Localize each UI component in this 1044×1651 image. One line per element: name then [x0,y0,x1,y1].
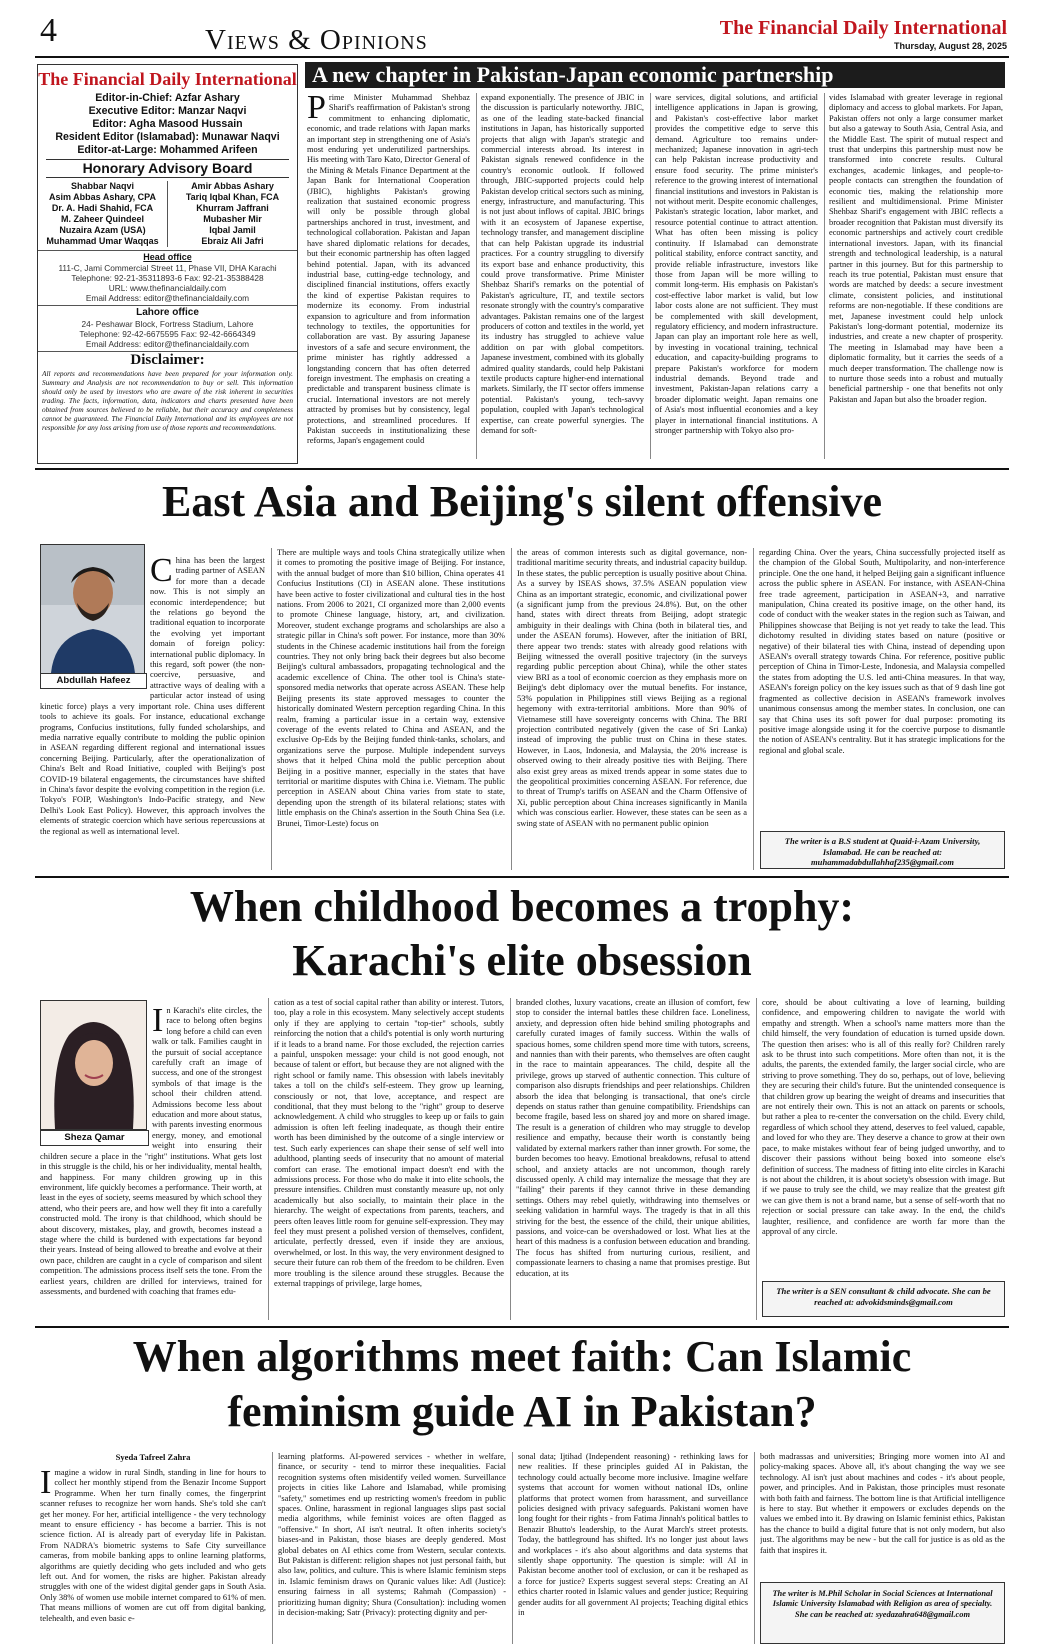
article4-col-2: learning platforms. AI-powered services - whether in welfare, finance, or security - tend to mirror these inequalities. Facial recognition systems often misidentify veiled women. Surveillance projects in cities like Lahore and Islamabad, while promising "safety," sometimes end up restricting women's freedom in public spaces. Online, harassment in regional languages slips past social media algorithms, while feminist voices are often flagged as "offensive." In short, AI isn't neutral. It often inherits society's biases-and in Pakistan, those biases are deeply gendered. Most global debates on AI ethics come from Western, secular contexts. But Pakistan is different: religion shapes not just personal faith, but also law, politics, and culture. This is where Islamic feminism steps in. Islamic feminism draws on Quranic values like: Adl (Justice): ensuring fairness in all systems; Rahmah (Compassion) - prioritizing human dignity; Shura (Consultation): including women in decision-making; Satr (Privacy): protecting dignity and per- [278,1452,506,1618]
article4-title-line2: feminism guide AI in Pakistan? [227,1387,817,1436]
article4-text: magine a widow in rural Sindh, standing in line for hours to collect her monthly stipend from the Benazir Income Support Programme. When her turn finally comes, the fingerprint scanner refuses to recognize her worn hands. She's told she can't get her money. For her, artificial intelligence - the very technology meant to ensure efficiency - has become a barrier. This is not science fiction. AI is already part of everyday life in Pakistan. From NADRA's biometric systems to Safe City surveillance cameras, from mobile banking apps to online learning platforms, algorithms are quietly deciding who gets included and who gets left out. And for women, the risks are higher. Pakistan already struggles with one of the widest digital gender gaps in South Asia. Only 38% of women use mobile internet compared to 61% of men. That means millions of women are cut off from digital banking, telehealth, and even basic e- [40,1468,266,1623]
advisor-name: Tariq Iqbal Khan, FCA [185,192,280,202]
advisor-name: Amir Abbas Ashary [191,181,274,191]
editor-line: Editor-in-Chief: Azfar Ashary [95,92,240,104]
article4-col-4: both madrassas and universities; Bringing more women into AI and policy-making spaces. Above all, it's about changing the way we see technology. AI isn't just about machines and codes - it's about people, power, and principles. And in Pakistan, those principles must resonate with both faith and fairness. The bottom line is that Artificial intelligence is here to stay. But whether it empowers or excludes depends on the values we embed into it. By drawing on Islamic feminist ethics, Pakistan has the chance to build a digital future that is not only modern, but also just. The algorithms may be new - but the call for justice is as old as the faith that inspires it. [760,1452,1005,1555]
article2-author-bio: The writer is a B.S student at Quaid-i-Azam University, Islamabad. He can be reached at: muhammadabdullahhaf235@gmail.com [760,831,1005,869]
article3-col-2: cation as a test of social capital rather than ability or interest. Tutors, too, play a role in this ecosystem. Many selectively accept students only if they are applying to certain "top-tier" schools, subtly reinforcing the notion that a child's potential is only worth nurturing if it leads to a brand name. For those excluded, the rejection carries a painful, unspoken message: your child is not good enough, not because of talent or effort, but because they are not aligned with the right school or family name. This obsession with labels inevitably takes a toll on the child's self-esteem. They grow up learning, consciously or not, that love, acceptance, and respect are conditional, that they must belong to the "right" group to deserve acknowledgement. A child who struggles to keep up or fails to gain admission is often left feeling inadequate, as though their entire worth has been diminished by the outcome of a single interview or test. Such early experiences can shape their sense of self well into adulthood, planting seeds of insecurity that no amount of material comfort can erase. The emotional impact doesn't end with the admissions process. For those who do make it into elite schools, the pressure intensifies. Children must constantly measure up, not only academically but also socially, to maintain their place in the hierarchy. The weight of expectations from parents, teachers, and peers often leaves little room for genuine self-expression. They may feel they must present a polished version of themselves, confident, articulate, perfectly dressed, even if inside they are anxious, overwhelmed, or lost. In this way, the very environment designed to secure their future can rob them of the freedom to be children. Even more troubling is the silence around these struggles. Because the external trappings of privilege, large homes, [274,998,504,1288]
article2-title: East Asia and Beijing's silent offensive [162,477,882,526]
article3-col-1 [40,1006,262,1320]
article1-col-2: expand exponentially. The presence of JBIC in the discussion is particularly noteworthy. JBIC, as one of the leading state-backed financial institutions in Japan, has historically supported projects that align with Japan's strategic and commercial interests abroad. Its interest in Pakistan signals renewed confidence in the country's economic outlook. If followed through, JBIC-supported projects could help Pakistan develop critical sectors such as mining, energy, infrastructure, and manufacturing. This is not just about inflows of capital. JBIC brings with it an ecosystem of Japanese expertise, technology transfer, and management discipline that can help Pakistan upgrade its industrial practices. For a country struggling to diversify its export base and enhance productivity, this could prove transformative. Prime Minister Shehbaz Sharif's remarks on the potential of Pakistan's agriculture, IT, and textile sectors resonate strongly with the country's comparative advantages. Pakistan remains one of the largest producers of cotton and textiles in the world, yet its industry has struggled to achieve value addition on par with global competitors. Japanese investment, combined with its globally admired quality standards, could help Pakistani textile products capture higher-end international markets. Similarly, the IT sector offers immense potential. Pakistan's young, tech-savvy population, coupled with Japan's technological expertise, can create powerful synergies. The demand for soft- [481,93,644,435]
article3-title-line2: Karachi's elite obsession [292,936,752,985]
advisor-name: M. Zaheer Quindeel [60,214,145,224]
head-office-title: Head office [38,250,297,263]
advisor-name: Asim Abbas Ashary, CPA [48,192,157,202]
advisor-name: Nuzaira Azam (USA) [59,225,146,235]
advisory-board [38,181,297,247]
article3-author-name: Sheza Qamar [40,1130,149,1146]
section-title: Views & Opinions [205,24,428,56]
disclaimer-title: Disclaimer: [38,351,297,369]
advisor-name: Muhammad Umar Waqqas [46,236,159,246]
article4-title-line1: When algorithms meet faith: Can Islamic [132,1332,912,1381]
article4-dropcap: I [40,1468,52,1501]
article4-col-1 [40,1468,266,1644]
article2-col-4: regarding China. Over the years, China successfully projected itself as the champion of the Global South, Multipolarity, and non-interference principle. One the one hand, it helped Beijing gain a significant influence across the public sphere in ASEAN. For instance, with ASEAN-China free trade agreement, participation in ASEAN+3, and narrative manipulation, China created its positive image, on the other hand, its code of conduct with the weaker states in the region such as Taiwan, and Philippines showcase that Beijing is not yet ready to take the lead. This dichotomy resulted in dividing states based on nature (positive or negative) of their bilateral ties with China, instead of depending upon ASEAN's overall strategy towards China. For reference, positive public perception of China in Timor-Leste, Indonesia, and Malaysia compelled the states from adopting the U.S. led anti-China measures. In that way, ASEAN's foreign policy on the key issues such as that of 9 dash line got fragmented as collective decision in ASEAN's framework involves unanimous consensus among the member states. In conclusion, one can say that China uses its soft power for dual purpose: promoting its positive image alongside using it for the coercive purpose to dismantle the notion of ASEAN's centrality. But it has strategic implications for the regional and global scale. [759,548,1005,755]
article1-dropcap: P [307,93,326,126]
advisor-name: Dr. A. Hadi Shahid, FCA [51,203,154,213]
masthead-box [37,64,298,464]
article3-title-line1: When childhood becomes a trophy: [189,882,855,931]
advisory-right-col [168,181,297,247]
article2-col-3: the areas of common interests such as digital governance, non-traditional maritime security threats, and industrial capacity buildup. In these states, the public perception is usually positive about China. As a survey by ISEAS shows, 37.5% ASEAN population view China as an important strategic, economic, and civilizational power (a significant jump from the previous 24.8%). But, on the other hand, states with direct threats from Beijing, adopt strategic ambiguity in their dealings with China (both in bilateral ties, and under the ASEAN forums). However, after the initiation of BRI, there appear two trends: states with already good relations with Beijing witnessed the overall positive trajectory (in the surveys regarding public perception about China), while the other states view BRI as a tool of economic coercion as they emphasis more on Beijing's debt diplomacy over the mutual benefits. For instance, 53% population in Philippines still views Beijing as a regional hegemony with extra-territorial ambitions. More than 90% of Vietnamese still have sovereignty concerns with China. The BRI projection contributed negatively (given the case of Sri Lanka) instead of improving the public trust on China in these states. However, in Laos, Indonesia, and Malaysia, the 20% increase is observed owing to their already positive ties with Beijing. There also exist grey areas as mixed trends appear in some states due to the geopolitical proximities concerning ASEAN. For reference, due to threat of Trump's tariffs on ASEAN and the Charm Offensive of Xi, public perception about China increases significantly in Manila which was conscious earlier. However, these states can be seen as a swing state of ASEAN with no permanent public opinion [517,548,747,828]
lahore-office-line: Telephone: 92-42-6675595 Fax: 92-42-6664349 [79,329,256,339]
editor-line: Resident Editor (Islamabad): Munawar Naqvi [55,131,280,143]
article4-byline: Syeda Tafreel Zahra [115,1452,191,1462]
article1-col-3: ware services, digital solutions, and artificial intelligence applications in Japan is growing, and Pakistan's cost-effective labor market provides the competitive edge to serve this demand. Agriculture too remains under-mechanized; Japanese innovation in agri-tech can help Pakistan increase productivity and ensure food security. The prime minister's reference to the growing interest of international financial institutions and investors in Pakistan is not without merit. Despite economic challenges, Pakistan's strategic location, labor market, and resource potential continue to attract attention. What has often been missing is policy continuity. If Islamabad can demonstrate political stability, enforce contract sanctity, and provide reliable infrastructure, investors like those from Japan will be more willing to commit long-term. His emphasis on Pakistan's cost-effective labor market is valid, but low labor costs alone are not sufficient. They must be complemented with skill development, regulatory efficiency, and modern infrastructure. Japan can play an important role here as well, by investing in vocational training, technical education, and capacity-building programs to prepare Pakistan's workforce for modern industrial demands. Beyond trade and investment, Pakistan-Japan relations carry a broader diplomatic weight. Japan remains one of Asia's most influential economies and a key player in international financial institutions. A stronger partnership with Tokyo also pro- [655,93,818,435]
editor-line: Editor-at-Large: Mohammed Arifeen [77,144,258,156]
masthead-title: The Financial Daily International [719,17,1007,39]
advisor-name: Ebraiz Ali Jafri [201,236,264,246]
lahore-office-line: 24- Peshawar Block, Fortress Stadium, Lahore [81,319,254,329]
editor-line: Editor: Agha Masood Hussain [92,118,243,130]
head-office-line: URL: www.thefinancialdaily.com [108,283,227,293]
advisor-name: Shabbar Naqvi [70,181,135,191]
advisory-left-col [38,181,168,247]
article4-col-3: sonal data; Ijtihad (Independent reasoning) - rethinking laws for new realities. If these principles guided AI in Pakistan, the technology could actually become more inclusive. Imagine welfare systems that account for women without national IDs, online platforms that protect women from harassment, and surveillance policies designed with privacy safeguards. Pakistani women have long fought for their rights - from Fatima Jinnah's political battles to Benazir Bhutto's leadership, to the Aurat March's street protests. Today, the battleground has shifted. It's no longer just about laws and workplaces - it's also about algorithms and data systems that silently shape opportunity. The question is simple: will AI in Pakistan become another tool of exclusion, or can it be reshaped as a force for justice? Experts suggest several steps: Creating an AI ethics charter rooted in Islamic values and gender justice; Requiring gender audits for all government AI projects; Teaching digital ethics in [518,1452,748,1618]
lahore-office-line: Email Address: editor@thefinancialdaily.com [85,339,250,349]
article1-col-4: vides Islamabad with greater leverage in regional diplomacy and access to global markets. For Japan, Pakistan offers not only a large consumer market but also a gateway to South Asia, Central Asia, and the Middle East. The spirit of mutual respect and trust that underpins this partnership must now be transformed into concrete results. Cultural exchanges, academic linkages, and people-to-people contacts can strengthen the foundation of economic ties, making the relationship more resilient and multidimensional. Prime Minister Shehbaz Sharif's engagement with JBIC reflects a broader recognition that Pakistan must diversify its economic partnerships and actively court credible international investors. Japan, with its financial strength and technological leadership, is a natural partner in this journey. But for this partnership to reach its true potential, Pakistan must ensure that words are matched by deeds: a secure investment climate, consistent policies, and institutional reforms are non-negotiable. If these conditions are met, Japanese investment could help unlock Pakistan's long-dormant potential, modernize its industries, and create a new chapter of prosperity. The meeting in Islamabad may have been a diplomatic formality, but it carries the seeds of a much deeper transformation. The challenge now is to nurture those seeds into a robust and mutually beneficial partnership - one that benefits not only Pakistan and Japan but also the broader region. [829,93,1003,404]
article2-author-name: Abdullah Hafeez [40,673,147,689]
page-number: 4 [40,12,57,49]
issue-date: Thursday, August 28, 2025 [893,41,1007,51]
article1-text: rime Minister Muhammad Shehbaz Sharif's reaffirmation of Pakistan's strong commitment to enhancing diplomatic, economic, and trade relations with Japan marks an important step in strengthening one of Asia's most enduring yet underutilized partnerships. His meeting with Taro Kato, Director General of the Mining & Metals Finance Department at the Japan Bank for International Cooperation (JBIC), highlights Pakistan's growing realization that sustained economic progress will only be possible through global partnerships anchored in trust, investment, and technological collaboration. Pakistan and Japan have shared diplomatic relations for decades, but their economic partnership has often lagged behind potential. Japan, with its advanced industrial base, cutting-edge technology, and disciplined financial institutions, offers exactly the kind of expertise Pakistan requires to modernize its economy. From industrial expansion to agriculture and from information technology to textiles, the opportunities for collaboration are vast. By assuring Japanese investors of a safe and secure environment, the prime minister has rightly addressed a longstanding concern that has often deterred foreign investment. The emphasis on creating a predictable and transparent business climate is crucial. International investors are not merely attracted by promises but by consistency, legal protections, and streamlined procedures. If Pakistan succeeds in institutionalizing these reforms, Japan's engagement could [307,93,470,446]
disclaimer-text: All reports and recommendations have been prepared for your information only. Summary and Analysis are not recommendation to buy or sell. This information should only be used by investors who are aware of the risk inherent in securities trading. The facts, information, data, indicators and charts presented have been obtained from sources believed to be reliable, but their accuracy and completeness cannot be guaranteed. The Financial Daily International and its employees are not responsible for any loss arising from use of those reports and recommendations. [42,369,293,432]
sidebar-title: The Financial Daily International [38,69,297,89]
article3-text: n Karachi's elite circles, the race to belong often begins long before a child can even walk or talk. Families caught in the pursuit of social acceptance carefully craft an image of success, and one of the strongest symbols of that image is the school their children attend. Admissions become less about education and more about status, with parents investing enormous energy, money, and emotional weight into ensuring their children secure a place in the "right" institutions. What gets lost in this struggle is the child, his or her individuality, mental health, and happiness. For many children growing up in this environment, life quickly becomes a performance. Their worth, at least in the eyes of society, seems measured by which school they attend, who their peers are, and how well they fit into a carefully constructed mold. The irony is that childhood, which should be about discovery, mistakes, play, and growth, becomes instead a stage where the child is burdened with expectations far beyond their years. Instead of being allowed to breathe and evolve at their own pace, children are caught in a cycle of comparison and silent competition. The admissions process itself sets the tone. From the earliest years, children are drilled for interviews, trained for assessments, and burdened with coaching that frames edu- [40,1006,262,1296]
head-office-line: 111-C, Jami Commercial Street 11, Phase VII, DHA Karachi [58,263,277,273]
article3-author-bio: The writer is a SEN consultant & child advocate. She can be reached at: advokidsminds@gmail.com [762,1281,1005,1317]
article3-col-3: branded clothes, luxury vacations, create an illusion of comfort, few stop to consider the internal battles these children face. Loneliness, anxiety, and depression often hide behind smiling photographs and carefully curated images of family success. Within the walls of spacious homes, some children spend more time with tutors, screens, and nannies than with their parents, who themselves are often caught in the race to maintain appearances. The child, despite all the privilege, grows up starved of authentic connection. This culture of comparison also disrupts friendships and peer relationships. Children absorb the idea that belonging is transactional, that one's circle depends on status rather than genuine compatibility. Friendships can become fragile, based less on shared joy and more on shared image. The result is a generation of children who may struggle to develop resilience and empathy, because their worth is constantly being validated by external markers rather than inner growth. For some, the burden becomes too heavy. Emotional breakdowns, refusal to attend school, and anxiety attacks are not uncommon, though rarely discussed openly. A child may internalize the message that they are "failing" their parents if they cannot thrive in these demanding settings. Others may rebel quietly, withdrawing into themselves or seeking validation in harmful ways. The tragedy is that in all this striving for the best, the essence of the child, their unique abilities, passions, and voice-can be overshadowed or lost. What lies at the heart of this madness is a confusion between education and branding. The focus has shifted from nurturing curious, resilient, and compassionate learners to chasing a name that promises prestige. But education, at its [516,998,750,1278]
head-office-line: Email Address: editor@thefinancialdaily.com [85,293,250,303]
article1-col-1 [307,93,470,459]
article4-author-bio: The writer is M.Phil Scholar in Social Sciences at International Islamic University Islamabad with Religion as area of specialty. She can be reached at: syedazahra648@gmail.com [760,1582,1005,1644]
advisor-name: Iqbal Jamil [209,225,256,235]
editor-line: Executive Editor: Manzar Naqvi [88,105,247,117]
article3-col-4: core, should be about cultivating a love of learning, building confidence, and empowering children to navigate the world with empathy and strength. When a school's name matters more than the child himself, the very foundation of education is turned upside down. The question then arises: who is all of this really for? Children rarely ask to be thrust into such competitions. More often than not, it is the adults, the parents, the extended family, the larger social circle, who are striving to prove something. They do so, perhaps, out of love, believing they are securing their child's future. But the unintended consequence is that children grow up bearing the weight of dreams and insecurities that are not entirely their own. This is not an attack on parents or schools, but rather a plea to re-center the conversation on the child. Every child, regardless of which school they attend, deserves to feel valued, capable, and loved for who they are. They deserve a chance to grow at their own pace, to make mistakes without fear of being judged unworthy, and to discover their passions without being boxed into someone else's definition of success. The madness of fitting into elite circles in Karachi is not about the children, it is about society's obsession with image. But if we pause to truly see the child, we may realize that the greatest gift we can give them is not a brand name, but a sense of self-worth that no rejection or social pressure can take away. In the end, the child's laughter, resilience, and confidence are worth far more than the approval of any circle. [762,998,1005,1236]
article1-title: A new chapter in Pakistan-Japan economic partnership [312,62,834,87]
article2-col-2: There are multiple ways and tools China strategically utilize when it comes to promoting the positive image of Beijing. For instance, with the annual budget of more than $10 billion, China operates 41 Confucius Institutions (CI) in ASEAN alone. These institutions have been active to foster civilizational and cultural ties in the host nations. From 2006 to 2021, CI organized more than 2,000 events to promote Chinese language, history, art, and civilization. Moreover, student exchange programs and scholarships are also a strategic pillar in China's soft power. For instance, more than 30% students in the Chinese academic institutions hail from the foreign countries. They not only bring back their degrees but also become Beijing's cultural ambassadors, propagating technological and the academic excellence of China. The other tool is China's state-sponsored media networks that operate across ASEAN. These help Beijing presents its state approved messages to counter the historically dominated Western perception regarding China. In this realm, framing a particular issue in a certain way, extensive coverage of the events related to China and ASEAN, and the exclusive Op-Eds by the Beijing funded think-tanks, scholars, and organizations serve the purpose. Multiple independent surveys shows that it helped China mold the public perception about Beijing in a positive manner, especially in the states that have territorial or maritime disputes with China i.e. Vietnam. The public perception in ASEAN about China varies from state to state, depending upon the strength of its bilateral relations; states with little emphasis on the China's assertion in the South China Sea (i.e. Brunei, Timor-Leste) focus on [277,548,505,828]
editor-list [38,92,297,157]
header-rule [35,56,1009,58]
article3-dropcap: I [152,1006,164,1039]
lahore-office-title: Lahore office [38,305,297,319]
article1-title-bar [305,62,1005,88]
head-office-line: Telephone: 92-21-35311893-6 Fax: 92-21-35388428 [71,273,264,283]
article2-text: hina has been the largest trading partner of ASEAN for more than a decade now. This is not simply an economic interdependence; but the relations go beyond the traditional equation to incorporate the evolving yet important domain of foreign policy: international public diplomacy. In this regard, soft power (the non-coercive, persuasive, and attractive ways of dealing with a particular actor instead of using kinetic force) plays a very important role. China uses different tools to achieve its goals. For instance, educational exchange programs, Confucius institutions, fully funded scholarships, and media narrative equally contribute to molding the public opinion in ASEAN regarding different regional and international issues concerning Beijing. Particularly, after the operationalization of China's Belt and Road Initiative, coupled with Beijing's post COVID-19 bilateral engagements, the circumstances have shifted in China's favor despite the evolving competition in the region (i.e. Tokyo's FOIP, Washington's Indo-Pacific strategy, and New Delhi's Look East Policy). However, this approach involves the elements of strategic coercion which have serious repercussions at the regional as well as international level. [40,556,265,836]
article2-col-1 [40,556,265,869]
article2-dropcap: C [150,556,173,589]
advisory-title: Honorary Advisory Board [46,159,289,178]
advisor-name: Khurram Jaffrani [196,203,269,213]
advisor-name: Mubasher Mir [203,214,262,224]
